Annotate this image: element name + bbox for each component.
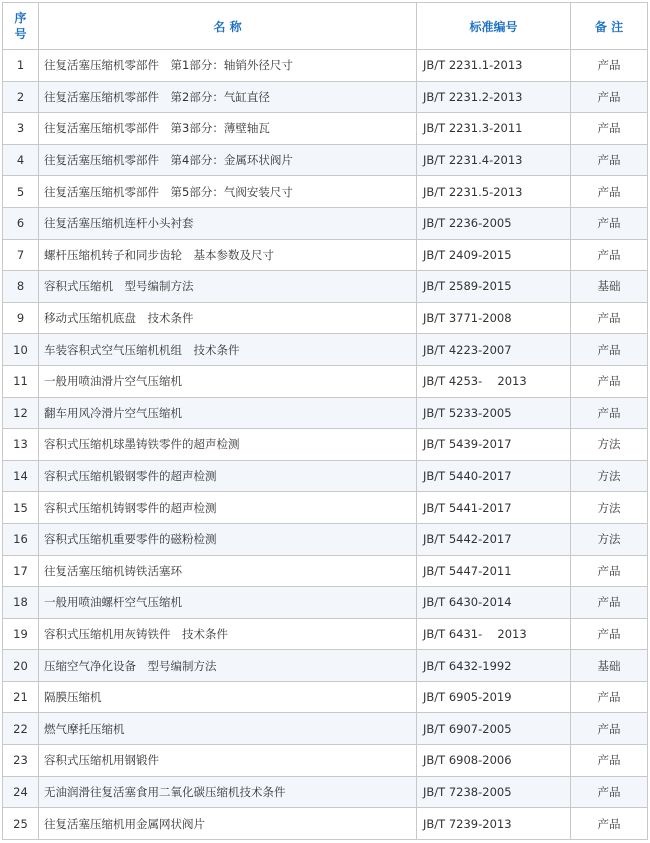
standard-name: 翻车用风冷滑片空气压缩机 bbox=[39, 397, 417, 429]
table-row bbox=[3, 492, 648, 524]
standard-category: 方法 bbox=[571, 523, 648, 555]
row-number: 3 bbox=[3, 113, 39, 145]
standard-category: 产品 bbox=[571, 176, 648, 208]
row-number: 25 bbox=[3, 808, 39, 840]
standard-name: 容积式压缩机用灰铸铁件 技术条件 bbox=[39, 618, 417, 650]
header-no bbox=[3, 3, 39, 50]
row-number: 9 bbox=[3, 302, 39, 334]
standard-code: JB/T 6431- 2013 bbox=[417, 618, 571, 650]
table-row bbox=[3, 429, 648, 461]
standard-name: 移动式压缩机底盘 技术条件 bbox=[39, 302, 417, 334]
table-row bbox=[3, 587, 648, 619]
standard-category: 产品 bbox=[571, 808, 648, 840]
standard-code: JB/T 2409-2015 bbox=[417, 239, 571, 271]
row-number: 16 bbox=[3, 523, 39, 555]
standard-name: 往复活塞压缩机零部件 第1部分：轴销外径尺寸 bbox=[39, 50, 417, 82]
standard-category: 产品 bbox=[571, 745, 648, 777]
standard-category: 方法 bbox=[571, 460, 648, 492]
standard-name: 压缩空气净化设备 型号编制方法 bbox=[39, 650, 417, 682]
standard-name: 往复活塞压缩机铸铁活塞环 bbox=[39, 555, 417, 587]
standard-name: 螺杆压缩机转子和同步齿轮 基本参数及尺寸 bbox=[39, 239, 417, 271]
standard-category: 产品 bbox=[571, 397, 648, 429]
standard-category: 产品 bbox=[571, 776, 648, 808]
table-row bbox=[3, 50, 648, 82]
standard-name: 车装容积式空气压缩机机组 技术条件 bbox=[39, 334, 417, 366]
standard-code: JB/T 4253- 2013 bbox=[417, 365, 571, 397]
standard-code: JB/T 2231.4-2013 bbox=[417, 144, 571, 176]
table-row bbox=[3, 207, 648, 239]
standard-code: JB/T 6430-2014 bbox=[417, 587, 571, 619]
standard-name: 往复活塞压缩机连杆小头衬套 bbox=[39, 207, 417, 239]
standard-category: 方法 bbox=[571, 492, 648, 524]
row-number: 18 bbox=[3, 587, 39, 619]
table-row bbox=[3, 81, 648, 113]
row-number: 8 bbox=[3, 271, 39, 303]
standard-category: 基础 bbox=[571, 271, 648, 303]
standard-category: 产品 bbox=[571, 587, 648, 619]
standard-code: JB/T 5440-2017 bbox=[417, 460, 571, 492]
header-no-label: 序 号 bbox=[14, 11, 27, 41]
standard-category: 基础 bbox=[571, 650, 648, 682]
standard-name: 一般用喷油螺杆空气压缩机 bbox=[39, 587, 417, 619]
standard-code: JB/T 2231.5-2013 bbox=[417, 176, 571, 208]
standard-code: JB/T 5439-2017 bbox=[417, 429, 571, 461]
row-number: 22 bbox=[3, 713, 39, 745]
row-number: 19 bbox=[3, 618, 39, 650]
standard-category: 产品 bbox=[571, 81, 648, 113]
standard-category: 产品 bbox=[571, 334, 648, 366]
standard-code: JB/T 6907-2005 bbox=[417, 713, 571, 745]
standard-category: 产品 bbox=[571, 113, 648, 145]
standard-code: JB/T 2231.3-2011 bbox=[417, 113, 571, 145]
standard-code: JB/T 4223-2007 bbox=[417, 334, 571, 366]
standard-code: JB/T 7238-2005 bbox=[417, 776, 571, 808]
standard-code: JB/T 5442-2017 bbox=[417, 523, 571, 555]
table-row bbox=[3, 239, 648, 271]
row-number: 11 bbox=[3, 365, 39, 397]
table-row bbox=[3, 523, 648, 555]
row-number: 13 bbox=[3, 429, 39, 461]
table-row bbox=[3, 271, 648, 303]
standard-category: 产品 bbox=[571, 365, 648, 397]
standard-code: JB/T 6908-2006 bbox=[417, 745, 571, 777]
standard-name: 燃气摩托压缩机 bbox=[39, 713, 417, 745]
table-row bbox=[3, 302, 648, 334]
table-row bbox=[3, 808, 648, 840]
header-name: 名 称 bbox=[39, 3, 417, 50]
row-number: 24 bbox=[3, 776, 39, 808]
standard-category: 方法 bbox=[571, 429, 648, 461]
row-number: 7 bbox=[3, 239, 39, 271]
standard-name: 容积式压缩机重要零件的磁粉检测 bbox=[39, 523, 417, 555]
table-row bbox=[3, 334, 648, 366]
table-row bbox=[3, 555, 648, 587]
table-row bbox=[3, 397, 648, 429]
table-row bbox=[3, 113, 648, 145]
standard-name: 容积式压缩机铸钢零件的超声检测 bbox=[39, 492, 417, 524]
standard-code: JB/T 7239-2013 bbox=[417, 808, 571, 840]
standard-code: JB/T 2231.2-2013 bbox=[417, 81, 571, 113]
row-number: 12 bbox=[3, 397, 39, 429]
standard-category: 产品 bbox=[571, 618, 648, 650]
standard-name: 往复活塞压缩机零部件 第4部分：金属环状阀片 bbox=[39, 144, 417, 176]
table-row bbox=[3, 365, 648, 397]
standard-name: 往复活塞压缩机零部件 第2部分：气缸直径 bbox=[39, 81, 417, 113]
standard-code: JB/T 2231.1-2013 bbox=[417, 50, 571, 82]
standard-code: JB/T 6905-2019 bbox=[417, 681, 571, 713]
table-row bbox=[3, 460, 648, 492]
standard-category: 产品 bbox=[571, 239, 648, 271]
standard-code: JB/T 3771-2008 bbox=[417, 302, 571, 334]
table-row bbox=[3, 713, 648, 745]
standard-name: 无油润滑往复活塞食用二氧化碳压缩机技术条件 bbox=[39, 776, 417, 808]
standard-category: 产品 bbox=[571, 50, 648, 82]
standard-name: 往复活塞压缩机零部件 第5部分：气阀安装尺寸 bbox=[39, 176, 417, 208]
standard-name: 隔膜压缩机 bbox=[39, 681, 417, 713]
table-row bbox=[3, 618, 648, 650]
header-code: 标准编号 bbox=[417, 3, 571, 50]
standard-category: 产品 bbox=[571, 555, 648, 587]
standard-name: 容积式压缩机 型号编制方法 bbox=[39, 271, 417, 303]
table-header-row bbox=[3, 3, 648, 50]
standard-name: 容积式压缩机用钢锻件 bbox=[39, 745, 417, 777]
row-number: 15 bbox=[3, 492, 39, 524]
standard-code: JB/T 5233-2005 bbox=[417, 397, 571, 429]
standard-name: 一般用喷油滑片空气压缩机 bbox=[39, 365, 417, 397]
row-number: 20 bbox=[3, 650, 39, 682]
row-number: 2 bbox=[3, 81, 39, 113]
row-number: 5 bbox=[3, 176, 39, 208]
standard-name: 往复活塞压缩机零部件 第3部分：薄壁轴瓦 bbox=[39, 113, 417, 145]
row-number: 17 bbox=[3, 555, 39, 587]
table-row bbox=[3, 681, 648, 713]
table-row bbox=[3, 176, 648, 208]
row-number: 14 bbox=[3, 460, 39, 492]
table-row bbox=[3, 144, 648, 176]
standard-code: JB/T 6432-1992 bbox=[417, 650, 571, 682]
standard-name: 往复活塞压缩机用金属网状阀片 bbox=[39, 808, 417, 840]
row-number: 10 bbox=[3, 334, 39, 366]
standard-name: 容积式压缩机球墨铸铁零件的超声检测 bbox=[39, 429, 417, 461]
standard-category: 产品 bbox=[571, 713, 648, 745]
standard-code: JB/T 5441-2017 bbox=[417, 492, 571, 524]
table-row bbox=[3, 650, 648, 682]
standard-category: 产品 bbox=[571, 302, 648, 334]
standards-table bbox=[2, 2, 648, 840]
standard-code: JB/T 2589-2015 bbox=[417, 271, 571, 303]
row-number: 21 bbox=[3, 681, 39, 713]
standard-category: 产品 bbox=[571, 144, 648, 176]
standard-code: JB/T 5447-2011 bbox=[417, 555, 571, 587]
standard-category: 产品 bbox=[571, 207, 648, 239]
row-number: 1 bbox=[3, 50, 39, 82]
header-note: 备 注 bbox=[571, 3, 648, 50]
standard-category: 产品 bbox=[571, 681, 648, 713]
row-number: 6 bbox=[3, 207, 39, 239]
row-number: 23 bbox=[3, 745, 39, 777]
table-row bbox=[3, 776, 648, 808]
standard-code: JB/T 2236-2005 bbox=[417, 207, 571, 239]
table-row bbox=[3, 745, 648, 777]
row-number: 4 bbox=[3, 144, 39, 176]
standard-name: 容积式压缩机锻钢零件的超声检测 bbox=[39, 460, 417, 492]
